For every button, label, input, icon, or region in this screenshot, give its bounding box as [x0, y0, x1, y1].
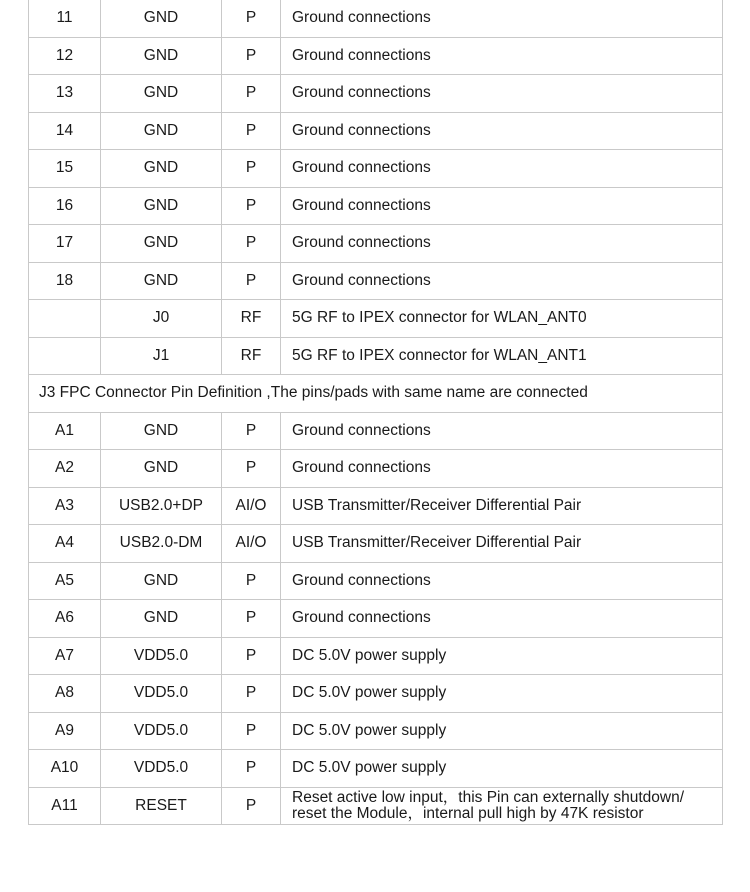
- pin-name-cell: GND: [101, 600, 222, 638]
- pin-number-cell: A9: [29, 712, 101, 750]
- table-row: [29, 150, 723, 188]
- pin-number-cell: A4: [29, 525, 101, 563]
- pin-type-cell: P: [222, 637, 281, 675]
- pin-description-cell: Ground connections: [281, 450, 723, 488]
- pin-number-cell: 16: [29, 187, 101, 225]
- pin-type-cell: P: [222, 750, 281, 788]
- table-row: [29, 712, 723, 750]
- pin-number-cell: A8: [29, 675, 101, 713]
- pin-type-cell: P: [222, 675, 281, 713]
- pin-name-cell: USB2.0-DM: [101, 525, 222, 563]
- table-row: [29, 675, 723, 713]
- pin-number-cell: A1: [29, 412, 101, 450]
- pin-name-cell: USB2.0+DP: [101, 487, 222, 525]
- pin-number-cell: A3: [29, 487, 101, 525]
- pin-name-cell: RESET: [101, 787, 222, 825]
- pin-type-cell: RF: [222, 337, 281, 375]
- pin-description-cell: Ground connections: [281, 75, 723, 113]
- pin-type-cell: P: [222, 712, 281, 750]
- table-row: [29, 187, 723, 225]
- table-row: [29, 75, 723, 113]
- description-line-1: Reset active low input，this Pin can externally shutdown/: [292, 788, 685, 806]
- pin-number-cell: 15: [29, 150, 101, 188]
- pin-name-cell: VDD5.0: [101, 675, 222, 713]
- table-row: [29, 637, 723, 675]
- pin-number-cell: A11: [29, 787, 101, 825]
- section-header-row: [29, 375, 723, 413]
- section-header: J3 FPC Connector Pin Definition ,The pins/pads with same name are connected: [29, 375, 723, 413]
- table-row: [29, 0, 723, 37]
- pin-description-cell: Ground connections: [281, 0, 723, 37]
- table-row: [29, 787, 723, 825]
- pin-number-cell: A5: [29, 562, 101, 600]
- pin-name-cell: GND: [101, 412, 222, 450]
- pin-description-cell: USB Transmitter/Receiver Differential Pair: [281, 525, 723, 563]
- pin-description-cell: Ground connections: [281, 187, 723, 225]
- pin-description-cell: Ground connections: [281, 112, 723, 150]
- pin-type-cell: P: [222, 112, 281, 150]
- pin-description-cell: 5G RF to IPEX connector for WLAN_ANT1: [281, 337, 723, 375]
- pin-number-cell: 13: [29, 75, 101, 113]
- table-row: [29, 412, 723, 450]
- pin-description-cell: Ground connections: [281, 412, 723, 450]
- table-row: [29, 750, 723, 788]
- pin-name-cell: GND: [101, 450, 222, 488]
- pin-number-cell: A2: [29, 450, 101, 488]
- pin-number-cell: 11: [29, 0, 101, 37]
- pin-type-cell: P: [222, 262, 281, 300]
- pin-type-cell: P: [222, 150, 281, 188]
- pin-number-cell: [29, 300, 101, 338]
- pin-name-cell: GND: [101, 37, 222, 75]
- pin-number-cell: A7: [29, 637, 101, 675]
- table-row: [29, 450, 723, 488]
- pin-description-cell: USB Transmitter/Receiver Differential Pair: [281, 487, 723, 525]
- pin-type-cell: P: [222, 450, 281, 488]
- pin-name-cell: GND: [101, 112, 222, 150]
- table-row: [29, 300, 723, 338]
- pin-number-cell: 17: [29, 225, 101, 263]
- pin-type-cell: P: [222, 787, 281, 825]
- table-row: [29, 37, 723, 75]
- pin-type-cell: P: [222, 600, 281, 638]
- pin-type-cell: P: [222, 187, 281, 225]
- pin-name-cell: J0: [101, 300, 222, 338]
- pin-description-cell: Ground connections: [281, 562, 723, 600]
- pin-name-cell: GND: [101, 187, 222, 225]
- description-line-2: reset the Module，internal pull high by 47K resistor: [292, 804, 644, 822]
- pin-table-body: [29, 0, 723, 825]
- pin-description-cell: 5G RF to IPEX connector for WLAN_ANT0: [281, 300, 723, 338]
- pin-number-cell: A6: [29, 600, 101, 638]
- pin-type-cell: P: [222, 37, 281, 75]
- pin-name-cell: VDD5.0: [101, 637, 222, 675]
- table-row: [29, 262, 723, 300]
- table-row: [29, 525, 723, 563]
- pin-description-cell: Ground connections: [281, 225, 723, 263]
- pin-name-cell: GND: [101, 75, 222, 113]
- table-row: [29, 225, 723, 263]
- table-row: [29, 487, 723, 525]
- pin-name-cell: GND: [101, 0, 222, 37]
- pin-number-cell: 18: [29, 262, 101, 300]
- table-row: [29, 600, 723, 638]
- table-row: [29, 112, 723, 150]
- pin-name-cell: GND: [101, 262, 222, 300]
- pin-name-cell: GND: [101, 225, 222, 263]
- pin-description-cell: DC 5.0V power supply: [281, 712, 723, 750]
- pin-type-cell: RF: [222, 300, 281, 338]
- pin-name-cell: J1: [101, 337, 222, 375]
- pin-description-cell: Ground connections: [281, 600, 723, 638]
- pin-name-cell: VDD5.0: [101, 750, 222, 788]
- pin-type-cell: P: [222, 0, 281, 37]
- pin-name-cell: VDD5.0: [101, 712, 222, 750]
- table-row: [29, 337, 723, 375]
- pin-type-cell: P: [222, 412, 281, 450]
- pin-number-cell: 14: [29, 112, 101, 150]
- pin-definition-table: [28, 0, 723, 825]
- pin-definition-table-container: [28, 0, 722, 825]
- pin-description-cell: DC 5.0V power supply: [281, 675, 723, 713]
- pin-type-cell: AI/O: [222, 487, 281, 525]
- pin-description-cell: DC 5.0V power supply: [281, 637, 723, 675]
- pin-number-cell: 12: [29, 37, 101, 75]
- pin-number-cell: [29, 337, 101, 375]
- pin-type-cell: AI/O: [222, 525, 281, 563]
- pin-description-cell: Ground connections: [281, 262, 723, 300]
- pin-name-cell: GND: [101, 150, 222, 188]
- pin-description-cell: Ground connections: [281, 150, 723, 188]
- table-row: [29, 562, 723, 600]
- pin-type-cell: P: [222, 75, 281, 113]
- pin-description-cell: Ground connections: [281, 37, 723, 75]
- pin-name-cell: GND: [101, 562, 222, 600]
- pin-description-cell: DC 5.0V power supply: [281, 750, 723, 788]
- pin-type-cell: P: [222, 225, 281, 263]
- pin-number-cell: A10: [29, 750, 101, 788]
- pin-description-cell: [281, 787, 723, 825]
- pin-type-cell: P: [222, 562, 281, 600]
